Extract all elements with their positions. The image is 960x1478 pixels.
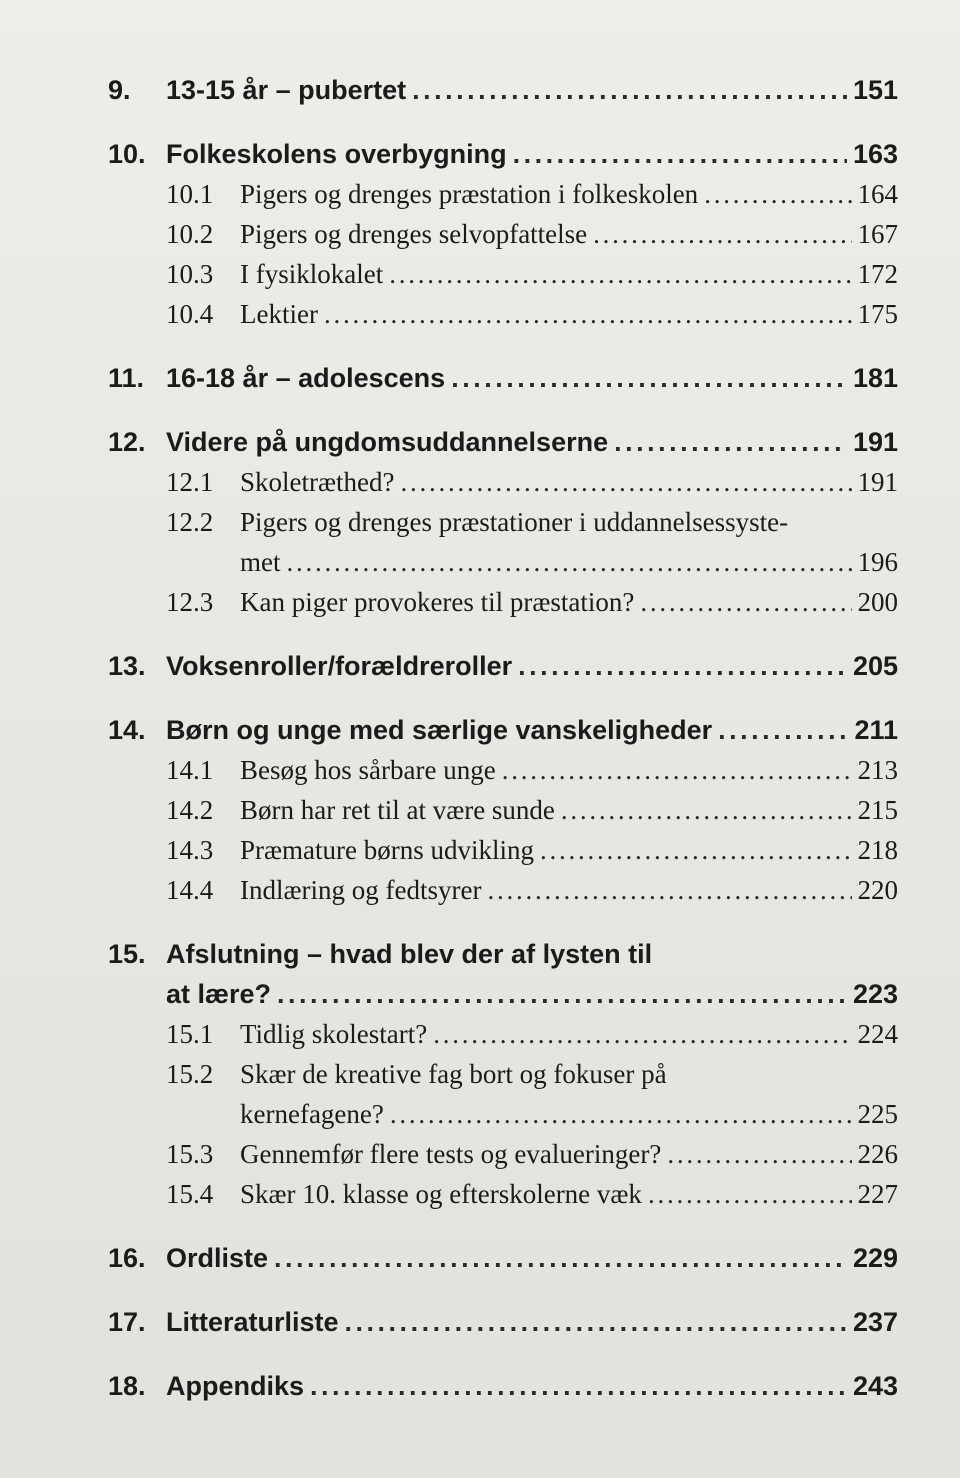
chapter-title: Voksenroller/forældreroller (166, 651, 513, 681)
chapter-title: Ordliste (166, 1243, 269, 1273)
dot-leader (561, 790, 852, 830)
section-title: Pigers og drenges selvopfattelse (240, 219, 588, 249)
section-title: Kan piger provokeres til præstation? (240, 587, 635, 617)
dot-leader (704, 174, 851, 214)
section-title: I fysiklokalet (240, 259, 384, 289)
toc-section-entry (108, 1054, 898, 1094)
chapter-title: 16-18 år – adolescens (166, 363, 446, 393)
page-number: 211 (854, 715, 898, 745)
page-number: 163 (852, 139, 898, 169)
section-title: Besøg hos sårbare unge (240, 755, 496, 785)
section-title: Skær 10. klasse og efterskolerne væk (240, 1179, 642, 1209)
toc-chapter-entry (108, 1366, 898, 1406)
chapter-title: Børn og unge med særlige vanskeligheder (166, 715, 713, 745)
chapter-number: 13. (108, 651, 146, 681)
section-title: Pigers og drenges præstation i folkeskolen (240, 179, 699, 209)
section-number: 12.3 (166, 587, 214, 617)
chapter-title: 13-15 år – pubertet (166, 75, 407, 105)
section-number: 10.4 (166, 299, 214, 329)
page-number: 215 (857, 795, 898, 825)
dot-leader (277, 974, 847, 1014)
section-number: 15.4 (166, 1179, 214, 1209)
dot-leader (502, 750, 852, 790)
section-title: Skoletræthed? (240, 467, 395, 497)
page-number: 191 (857, 467, 898, 497)
toc-section-entry (108, 830, 898, 870)
section-number: 10.3 (166, 259, 214, 289)
dot-leader (412, 70, 847, 110)
toc-chapter-entry (108, 934, 898, 974)
toc-section-entry (108, 462, 898, 502)
page-number: 229 (852, 1243, 898, 1273)
toc-section-entry (108, 502, 898, 542)
toc-chapter-entry (108, 1302, 898, 1342)
dot-leader (451, 358, 847, 398)
chapter-number: 12. (108, 427, 146, 457)
dot-leader (518, 646, 847, 686)
page-number: 223 (852, 979, 898, 1009)
page-number: 181 (852, 363, 898, 393)
section-number: 10.2 (166, 219, 214, 249)
chapter-number: 14. (108, 715, 146, 745)
page-number: 226 (857, 1139, 898, 1169)
chapter-title: Videre på ungdomsuddannelserne (166, 427, 609, 457)
title-continuation: kernefagene? (240, 1099, 384, 1129)
section-number: 15.2 (166, 1059, 214, 1089)
toc-section-entry (108, 1174, 898, 1214)
toc-chapter-entry (108, 358, 898, 398)
page-number: 243 (852, 1371, 898, 1401)
dot-leader (274, 1238, 847, 1278)
toc-section-entry (108, 1014, 898, 1054)
dot-leader (310, 1366, 847, 1406)
chapter-number: 16. (108, 1243, 146, 1273)
section-number: 14.4 (166, 875, 214, 905)
chapter-number: 18. (108, 1371, 146, 1401)
chapter-title: Litteraturliste (166, 1307, 339, 1337)
toc-section-entry (108, 1134, 898, 1174)
page-number: 200 (857, 587, 898, 617)
chapter-title: Afslutning – hvad blev der af lysten til (166, 939, 653, 969)
page-number: 167 (857, 219, 898, 249)
section-number: 10.1 (166, 179, 214, 209)
section-title: Lektier (240, 299, 318, 329)
dot-leader (287, 542, 852, 582)
page-number: 218 (857, 835, 898, 865)
section-title: Gennemfør flere tests og evalueringer? (240, 1139, 662, 1169)
dot-leader (648, 1174, 852, 1214)
chapter-title: Folkeskolens overbygning (166, 139, 507, 169)
chapter-number: 10. (108, 139, 146, 169)
dot-leader (390, 1094, 852, 1134)
section-number: 15.3 (166, 1139, 214, 1169)
section-title: Pigers og drenges præstationer i uddannelsessyste- (240, 507, 789, 537)
page-number: 213 (857, 755, 898, 785)
page-number: 237 (852, 1307, 898, 1337)
toc-section-entry (108, 790, 898, 830)
toc-chapter-entry (108, 422, 898, 462)
toc-chapter-entry (108, 646, 898, 686)
dot-leader (640, 582, 851, 622)
page-number: 225 (857, 1099, 898, 1129)
toc-section-entry (108, 254, 898, 294)
dot-leader (513, 134, 847, 174)
chapter-number: 9. (108, 75, 131, 105)
dot-leader (614, 422, 847, 462)
toc-chapter-entry (108, 70, 898, 110)
toc-section-entry (108, 582, 898, 622)
title-continuation: at lære? (166, 979, 272, 1009)
dot-leader (389, 254, 851, 294)
toc-section-entry (108, 750, 898, 790)
section-title: Tidlig skolestart? (240, 1019, 428, 1049)
chapter-number: 11. (108, 363, 145, 393)
dot-leader (400, 462, 851, 502)
page-number: 224 (857, 1019, 898, 1049)
section-title: Skær de kreative fag bort og fokuser på (240, 1059, 667, 1089)
dot-leader (593, 214, 851, 254)
dot-leader (718, 710, 848, 750)
toc-entry-continuation (108, 1094, 898, 1134)
section-number: 14.1 (166, 755, 214, 785)
dot-leader (540, 830, 852, 870)
toc-section-entry (108, 294, 898, 334)
toc-chapter-entry (108, 134, 898, 174)
page-number: 151 (852, 75, 898, 105)
section-title: Indlæring og fedtsyrer (240, 875, 482, 905)
dot-leader (324, 294, 852, 334)
dot-leader (433, 1014, 851, 1054)
section-number: 12.1 (166, 467, 214, 497)
page-number: 164 (857, 179, 898, 209)
toc-section-entry (108, 870, 898, 910)
toc-entry-continuation (108, 974, 898, 1014)
page-number: 220 (857, 875, 898, 905)
toc-chapter-entry (108, 1238, 898, 1278)
chapter-number: 15. (108, 939, 146, 969)
chapter-number: 17. (108, 1307, 146, 1337)
page-number: 227 (857, 1179, 898, 1209)
toc-chapter-entry (108, 710, 898, 750)
dot-leader (667, 1134, 851, 1174)
section-title: Børn har ret til at være sunde (240, 795, 555, 825)
section-number: 14.2 (166, 795, 214, 825)
section-number: 12.2 (166, 507, 214, 537)
table-of-contents (108, 70, 898, 1406)
page-number: 196 (857, 547, 898, 577)
dot-leader (345, 1302, 847, 1342)
section-title: Præmature børns udvikling (240, 835, 534, 865)
title-continuation: met (240, 547, 281, 577)
dot-leader (487, 870, 851, 910)
section-number: 15.1 (166, 1019, 214, 1049)
section-number: 14.3 (166, 835, 214, 865)
page-number: 191 (852, 427, 898, 457)
toc-entry-continuation (108, 542, 898, 582)
page-number: 172 (857, 259, 898, 289)
page-number: 205 (852, 651, 898, 681)
page-number: 175 (857, 299, 898, 329)
toc-section-entry (108, 174, 898, 214)
chapter-title: Appendiks (166, 1371, 305, 1401)
toc-section-entry (108, 214, 898, 254)
